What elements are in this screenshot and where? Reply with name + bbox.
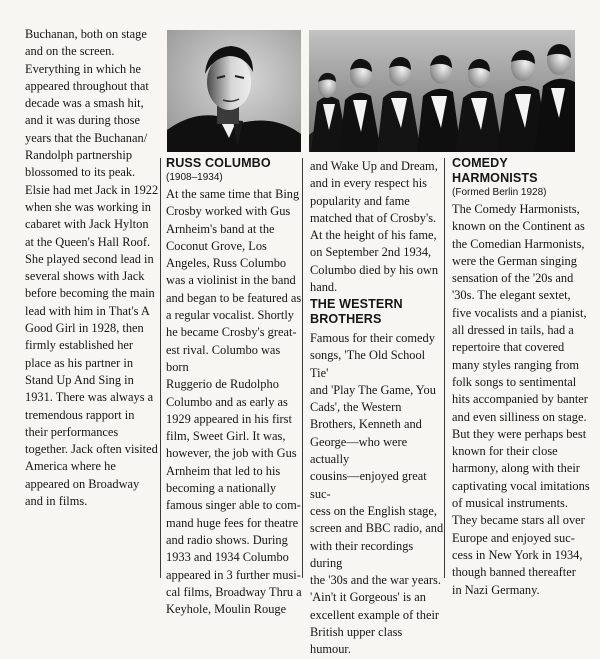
text-line: Angeles, Russ Columbo: [166, 256, 287, 271]
text-line: were the German singing: [452, 253, 577, 268]
text-line: and 'Play The Game, You: [310, 382, 436, 397]
text-line: The Comedy Harmonists,: [452, 202, 580, 216]
comedy-harmonists-photo: [309, 30, 575, 152]
text-line: captivating vocal imitations: [452, 478, 590, 493]
text-line: lead with him in That's A: [25, 303, 150, 318]
text-line: hand.: [310, 280, 338, 295]
russ-columbo-dates: (1908–1934): [166, 172, 223, 183]
text-line: known for their close: [452, 444, 558, 459]
text-line: Ruggerio de Rudolpho: [166, 377, 279, 392]
text-line: Keyhole, Moulin Rouge: [166, 602, 287, 617]
text-line: the Comedian Harmonists,: [452, 236, 585, 251]
text-line: the '30s and the war years.: [310, 573, 441, 588]
text-line: cess on the English stage,: [310, 503, 437, 518]
text-line: 1931. There was always a: [25, 390, 154, 405]
text-line: Arnheim's band at the: [166, 221, 275, 236]
text-line: was a violinist in the band: [166, 273, 296, 288]
text-line: matched that of Crosby's.: [310, 210, 437, 225]
text-line: many styles ranging from: [452, 357, 579, 372]
text-line: Columbo died by his own: [310, 262, 439, 277]
text-line: popularity and fame: [310, 193, 410, 208]
text-line: and on the screen.: [25, 44, 115, 59]
text-line: appeared in 3 further musi-: [166, 567, 301, 582]
text-line: he became Crosby's great-: [166, 325, 297, 340]
text-line: Coconut Grove, Los: [166, 238, 267, 253]
text-line: all dressed in tails, had a: [452, 323, 574, 338]
text-line: screen and BBC radio, and: [310, 521, 444, 536]
text-line: cal films, Broadway Thru a: [166, 584, 302, 599]
text-line: blossomed to its peak.: [25, 165, 136, 180]
comedy-harmonists-dates: (Formed Berlin 1928): [452, 187, 547, 198]
text-line: Europe and enjoyed suc-: [452, 530, 575, 545]
text-line: Brothers, Kenneth and: [310, 417, 422, 432]
text-line: folk songs to sentimental: [452, 374, 577, 389]
text-line: sensation of the '20s and: [452, 271, 574, 286]
text-line: hits accompanied by banter: [452, 392, 588, 407]
portrait-image: [167, 30, 301, 152]
text-line: and even silliness on stage.: [452, 409, 587, 424]
text-line: But they were perhaps best: [452, 426, 587, 441]
text-line: 1929 appeared in his first: [166, 411, 292, 426]
text-line: At the same time that Bing: [166, 187, 300, 201]
text-line: their performances: [25, 424, 119, 439]
text-line: Columbo and as early as: [166, 394, 288, 409]
western-brothers-section: [310, 297, 444, 659]
text-line: when she was working in: [25, 199, 151, 214]
text-line: however, the job with Gus: [166, 446, 297, 461]
text-line: appeared throughout that: [25, 78, 149, 93]
text-line: She played second lead in: [25, 251, 154, 266]
text-line: together. Jack often visited: [25, 442, 158, 457]
text-line: and radio shows. During: [166, 532, 288, 547]
column-3-text: [310, 158, 444, 296]
text-line: '30s. The elegant sextet,: [452, 288, 571, 303]
text-line: before becoming the main: [25, 286, 155, 301]
text-line: tremendous rapport in: [25, 407, 135, 422]
text-line: Elsie had met Jack in 1922: [25, 182, 159, 197]
text-line: and in films.: [25, 494, 88, 509]
text-line: film, Sweet Girl. It was,: [166, 429, 286, 444]
text-line: known on the Continent as: [452, 219, 585, 234]
text-line: America where he: [25, 459, 116, 474]
text-line: firmly established her: [25, 338, 134, 353]
text-line: excellent example of their: [310, 607, 440, 622]
text-line: George—who were actually: [310, 434, 408, 467]
column-divider: [160, 158, 161, 578]
text-line: Everything in which he: [25, 61, 141, 76]
text-line: becoming a nationally: [166, 481, 277, 496]
column-1-text: [25, 26, 160, 510]
group-photo-image: [309, 30, 575, 152]
text-line: Good Girl in 1928, then: [25, 321, 144, 336]
text-line: British upper class humour.: [310, 625, 403, 657]
comedy-harmonists-section: [452, 156, 592, 599]
russ-columbo-heading: RUSS COLUMBO: [166, 156, 271, 170]
text-line: of musical instruments.: [452, 496, 568, 511]
text-line: a regular vocalist. Shortly: [166, 308, 295, 323]
text-line: Stand Up And Sing in: [25, 372, 134, 387]
text-line: Cads', the Western: [310, 400, 402, 415]
text-line: Crosby worked with Gus: [166, 204, 291, 219]
text-line: est rival. Columbo was born: [166, 342, 281, 374]
text-line: They became stars all over: [452, 513, 585, 528]
text-line: and it was during those: [25, 113, 140, 128]
text-line: years that the Buchanan/: [25, 130, 148, 145]
text-line: and began to be featured as: [166, 290, 302, 305]
text-line: repertoire that covered: [452, 340, 565, 355]
text-line: cousins—enjoyed great suc-: [310, 469, 427, 501]
text-line: appeared on Broadway: [25, 476, 140, 491]
text-line: famous singer able to com-: [166, 498, 301, 513]
text-line: though banned thereafter: [452, 565, 576, 580]
text-line: songs, 'The Old School Tie': [310, 348, 426, 380]
text-line: place as his partner in: [25, 355, 134, 370]
text-line: cess in New York in 1934,: [452, 547, 583, 562]
text-line: with their recordings during: [310, 538, 414, 570]
text-line: at the Queen's Hall Roof.: [25, 234, 151, 249]
text-line: and in every respect his: [310, 176, 427, 191]
text-line: Famous for their comedy: [310, 331, 435, 345]
comedy-harmonists-heading: COMEDY HARMONISTS: [452, 156, 538, 185]
text-line: in Nazi Germany.: [452, 582, 540, 597]
text-line: and Wake Up and Dream,: [310, 159, 438, 173]
western-brothers-heading-line-2: BROTHERS: [310, 312, 382, 326]
russ-columbo-section: [166, 156, 306, 618]
text-line: At the height of his fame,: [310, 228, 437, 243]
column-divider: [444, 158, 445, 578]
text-line: mand huge fees for theatre: [166, 515, 299, 530]
text-line: several shows with Jack: [25, 269, 145, 284]
text-line: 1933 and 1934 Columbo: [166, 550, 289, 565]
text-line: Buchanan, both on stage: [25, 27, 147, 41]
text-line: 'Ain't it Gorgeous' is an: [310, 590, 426, 605]
text-line: harmony, along with their: [452, 461, 580, 476]
text-line: decade was a smash hit,: [25, 96, 144, 111]
text-line: Arnheim that led to his: [166, 463, 281, 478]
text-line: five vocalists and a pianist,: [452, 305, 587, 320]
text-line: cabaret with Jack Hylton: [25, 217, 149, 232]
russ-columbo-photo: [167, 30, 301, 152]
western-brothers-heading-line-1: THE WESTERN: [310, 297, 403, 311]
text-line: Randolph partnership: [25, 148, 133, 163]
text-line: on September 2nd 1934,: [310, 245, 432, 260]
